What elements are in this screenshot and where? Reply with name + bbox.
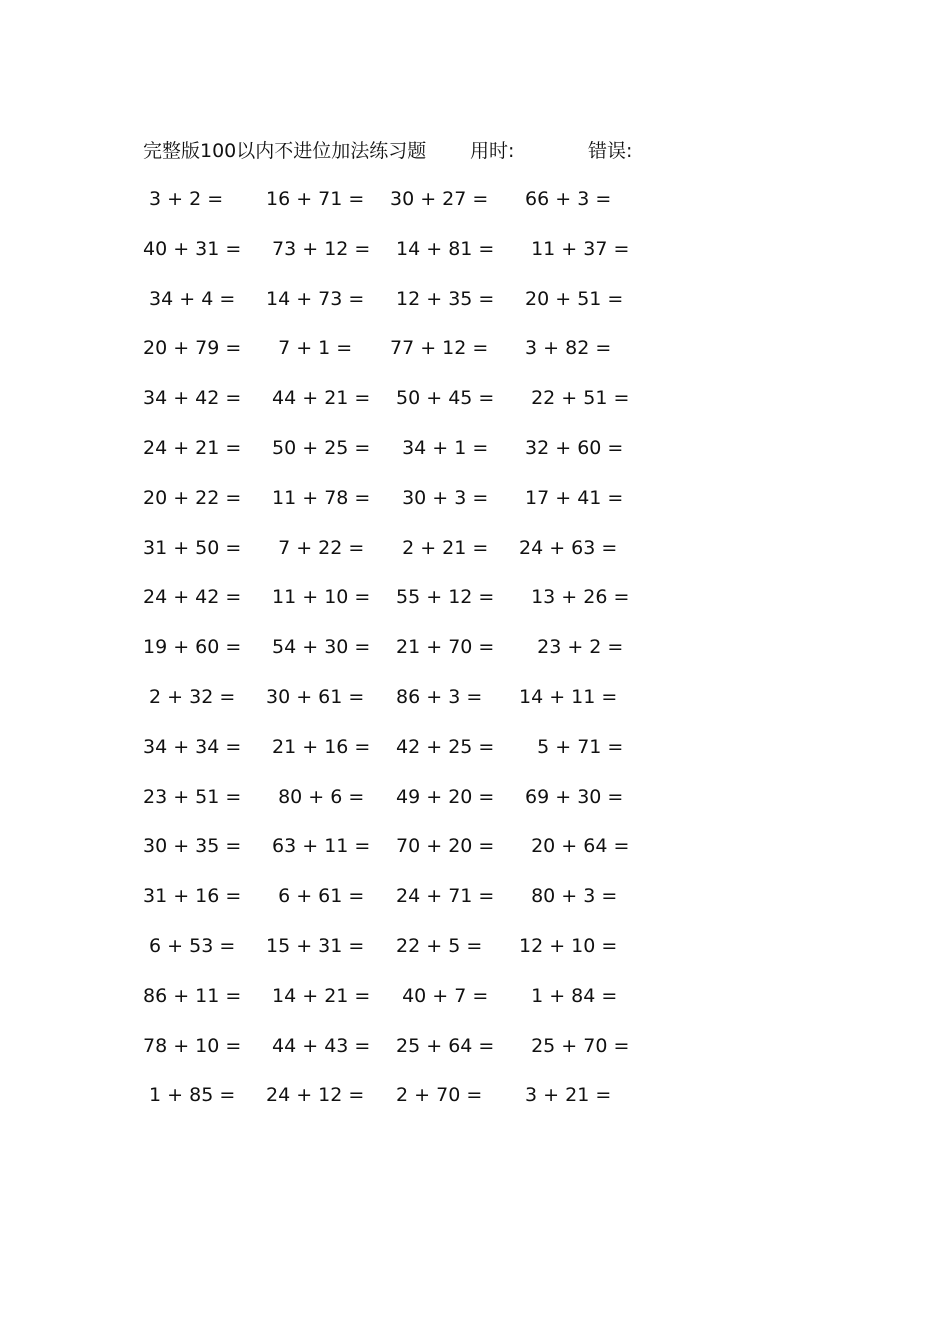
addition-problem: 25 + 70 = (519, 1035, 630, 1057)
addition-problem: 5 + 71 = (519, 736, 624, 758)
problem-row (143, 234, 643, 264)
problem-row (143, 284, 643, 314)
addition-problem: 77 + 12 = (390, 337, 489, 359)
addition-problem: 20 + 79 = (143, 337, 242, 359)
addition-problem: 12 + 35 = (390, 288, 495, 310)
addition-problem: 2 + 21 = (390, 537, 489, 559)
addition-problem: 15 + 31 = (266, 935, 365, 957)
addition-problem: 16 + 71 = (266, 188, 365, 210)
addition-problem: 73 + 12 = (266, 238, 371, 260)
addition-problem: 40 + 7 = (390, 985, 489, 1007)
addition-problem: 30 + 61 = (266, 686, 365, 708)
problem-row (143, 782, 643, 812)
addition-problem: 63 + 11 = (266, 835, 371, 857)
problem-row (143, 981, 643, 1011)
addition-problem: 32 + 60 = (519, 437, 624, 459)
addition-problem: 12 + 10 = (519, 935, 618, 957)
addition-problem: 30 + 3 = (390, 487, 489, 509)
addition-problem: 30 + 27 = (390, 188, 489, 210)
problem-row (143, 483, 643, 513)
time-used-label: 用时: (470, 140, 515, 162)
addition-problem: 14 + 11 = (519, 686, 618, 708)
addition-problem: 66 + 3 = (519, 188, 612, 210)
addition-problem: 50 + 25 = (266, 437, 371, 459)
problem-row (143, 383, 643, 413)
addition-problem: 24 + 21 = (143, 437, 242, 459)
addition-problem: 50 + 45 = (390, 387, 495, 409)
addition-problem: 11 + 37 = (519, 238, 630, 260)
problem-row (143, 582, 643, 612)
addition-problem: 24 + 12 = (266, 1084, 365, 1106)
addition-problem: 34 + 42 = (143, 387, 242, 409)
addition-problem: 6 + 53 = (143, 935, 236, 957)
problem-row (143, 184, 643, 214)
addition-problem: 22 + 51 = (519, 387, 630, 409)
problem-row (143, 533, 643, 563)
problem-row (143, 433, 643, 463)
addition-problem: 22 + 5 = (390, 935, 483, 957)
problem-row (143, 1031, 643, 1061)
addition-problem: 54 + 30 = (266, 636, 371, 658)
addition-problem: 78 + 10 = (143, 1035, 242, 1057)
addition-problem: 80 + 3 = (519, 885, 618, 907)
addition-problem: 80 + 6 = (266, 786, 365, 808)
addition-problem: 69 + 30 = (519, 786, 624, 808)
addition-problem: 11 + 10 = (266, 586, 371, 608)
addition-problem: 14 + 21 = (266, 985, 371, 1007)
addition-problem: 30 + 35 = (143, 835, 242, 857)
addition-problem: 6 + 61 = (266, 885, 365, 907)
problem-row (143, 333, 643, 363)
addition-problem: 20 + 22 = (143, 487, 242, 509)
addition-problem: 13 + 26 = (519, 586, 630, 608)
worksheet-title: 完整版100以内不进位加法练习题 (143, 140, 427, 162)
problem-row (143, 931, 643, 961)
addition-problem: 25 + 64 = (390, 1035, 495, 1057)
addition-problem: 24 + 63 = (519, 537, 618, 559)
addition-problem: 34 + 4 = (143, 288, 236, 310)
addition-problem: 44 + 21 = (266, 387, 371, 409)
addition-problem: 55 + 12 = (390, 586, 495, 608)
addition-problem: 7 + 22 = (266, 537, 365, 559)
addition-problem: 11 + 78 = (266, 487, 371, 509)
problem-row (143, 632, 643, 662)
addition-problem: 23 + 51 = (143, 786, 242, 808)
addition-problem: 19 + 60 = (143, 636, 242, 658)
addition-problem: 34 + 1 = (390, 437, 489, 459)
addition-problem: 1 + 84 = (519, 985, 618, 1007)
problem-row (143, 682, 643, 712)
problem-row (143, 732, 643, 762)
problem-row (143, 881, 643, 911)
errors-label: 错误: (588, 140, 633, 162)
addition-problem: 7 + 1 = (266, 337, 353, 359)
addition-problem: 14 + 73 = (266, 288, 365, 310)
addition-problem: 24 + 71 = (390, 885, 495, 907)
addition-problem: 20 + 51 = (519, 288, 624, 310)
addition-problem: 70 + 20 = (390, 835, 495, 857)
addition-problem: 17 + 41 = (519, 487, 624, 509)
addition-problem: 42 + 25 = (390, 736, 495, 758)
addition-problem: 3 + 82 = (519, 337, 612, 359)
addition-problem: 3 + 2 = (143, 188, 224, 210)
addition-problem: 21 + 70 = (390, 636, 495, 658)
addition-problem: 31 + 50 = (143, 537, 242, 559)
addition-problem: 44 + 43 = (266, 1035, 371, 1057)
addition-problem: 2 + 32 = (143, 686, 236, 708)
addition-problem: 40 + 31 = (143, 238, 242, 260)
addition-problem: 31 + 16 = (143, 885, 242, 907)
problem-row (143, 1080, 643, 1110)
addition-problem: 34 + 34 = (143, 736, 242, 758)
addition-problem: 2 + 70 = (390, 1084, 483, 1106)
addition-problem: 24 + 42 = (143, 586, 242, 608)
addition-problem: 3 + 21 = (519, 1084, 612, 1106)
problem-row (143, 831, 643, 861)
addition-problem: 20 + 64 = (519, 835, 630, 857)
addition-problem: 21 + 16 = (266, 736, 371, 758)
addition-problem: 14 + 81 = (390, 238, 495, 260)
addition-problem: 49 + 20 = (390, 786, 495, 808)
addition-problem: 86 + 3 = (390, 686, 483, 708)
addition-problem: 23 + 2 = (519, 636, 624, 658)
addition-problem: 86 + 11 = (143, 985, 242, 1007)
addition-problem: 1 + 85 = (143, 1084, 236, 1106)
